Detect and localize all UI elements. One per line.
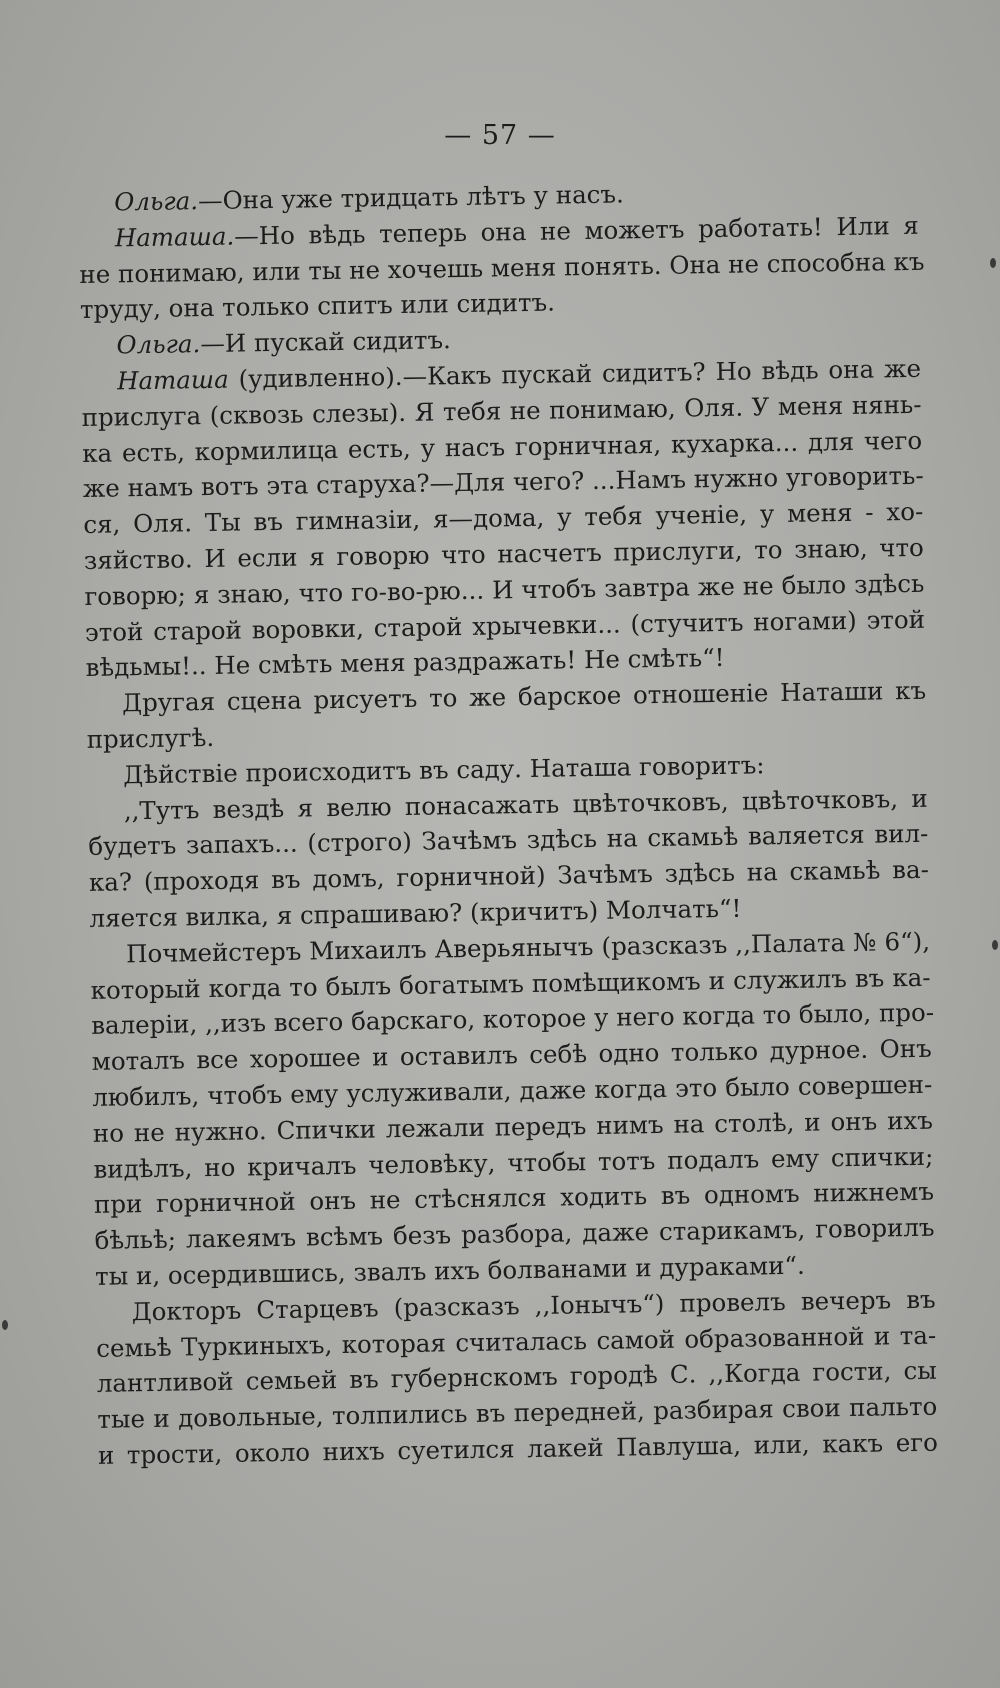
line-text: —Она уже тридцать лѣтъ у насъ. — [197, 179, 624, 216]
body-text — [78, 172, 938, 1474]
line-text: вѣдьмы!.. Не смѣть меня раздражать! Не смѣть“! — [85, 643, 725, 683]
line-text: и трости, около нихъ суетился лакей Павлуша, или, какъ его — [97, 1427, 939, 1470]
ink-speck — [992, 940, 998, 950]
line-text: зяйство. И если я говорю что насчетъ прислуги, то знаю, что — [83, 532, 925, 575]
line-text: прислугѣ. — [86, 722, 215, 754]
line-text: этой старой воровки, старой хрычевки... (стучитъ ногами) этой — [84, 604, 926, 647]
line-text: ка? (проходя въ домъ, горничной) Зачѣмъ здѣсь на скамьѣ ва- — [88, 854, 930, 898]
speaker-name: Наташа. — [114, 221, 235, 253]
line-text: любилъ, чтобъ ему услуживали, даже когда это было совершен- — [92, 1069, 933, 1112]
line-text: не понимаю, или ты не хочешь меня понять. Она не способна къ — [79, 246, 925, 289]
speaker-name: Ольга. — [114, 186, 199, 217]
line-text: —Но вѣдь теперь она не можетъ работать! Или я — [234, 210, 919, 251]
speaker-name: Наташа — [116, 364, 229, 396]
line-text: говорю; я знаю, что го-во-рю... И чтобъ завтра же не было здѣсь — [84, 568, 925, 611]
line-text: валеріи, ,,изъ всего барскаго, которое у него когда то было, про- — [90, 997, 935, 1041]
line-text: который когда то былъ богатымъ помѣщикомъ и служилъ въ ка- — [90, 962, 931, 1005]
line-text: будетъ запахъ... (строго) Зачѣмъ здѣсь на скамьѣ валяется вил- — [88, 819, 929, 862]
line-text: видѣлъ, но кричалъ человѣку, чтобы тотъ подалъ ему спички; — [93, 1141, 934, 1184]
line-text: но не нужно. Спички лежали передъ нимъ на столѣ, и онъ ихъ — [92, 1105, 934, 1148]
ink-speck — [2, 1320, 8, 1330]
line-text: же намъ вотъ эта старуха?—Для чего? ...Намъ нужно уговорить- — [82, 461, 924, 504]
line-text: бѣльѣ; лакеямъ всѣмъ безъ разбора, даже старикамъ, говорилъ — [94, 1212, 935, 1255]
page-number: — 57 — — [444, 120, 556, 151]
line-text: ся, Оля. Ты въ гимназіи, я—дома, у тебя ученіе, у меня - хо- — [83, 496, 924, 540]
line-text: —И пускай сидитъ. — [200, 325, 452, 359]
ink-speck — [990, 258, 996, 268]
line-text: лантливой семьей въ губернскомъ городѣ С. ,,Когда гости, сы — [96, 1355, 937, 1399]
line-text: Почмейстеръ Михаилъ Аверьянычъ (разсказъ ,,Палата № 6“), — [125, 926, 931, 969]
line-text: ты и, осердившись, звалъ ихъ болванами и дураками“. — [94, 1250, 805, 1291]
line-text: Другая сцена рисуетъ то же барское отношеніе Наташи къ — [121, 675, 927, 718]
line-text: тые и довольные, толпились въ передней, разбирая свои пальто — [97, 1391, 938, 1434]
line-text: семьѣ Туркиныхъ, которая считалась самой образованной и та- — [96, 1320, 937, 1363]
line-text: моталъ все хорошее и оставилъ себѣ одно только дурное. Онъ — [91, 1033, 932, 1077]
line-text: (удивленно).—Какъ пускай сидитъ? Но вѣдь она же — [228, 353, 922, 394]
line-text: при горничной онъ не стѣснялся ходить въ одномъ нижнемъ — [93, 1176, 935, 1220]
line-text: Докторъ Старцевъ (разсказъ ,,Іонычъ“) провелъ вечеръ въ — [131, 1284, 936, 1326]
line-text: ,,Тутъ вездѣ я велю понасажать цвѣточковъ, цвѣточковъ, и — [123, 783, 928, 825]
line-text: ляется вилка, я спрашиваю? (кричитъ) Молчать“! — [89, 893, 742, 933]
line-text: труду, она только спитъ или сидитъ. — [79, 287, 556, 325]
line-text: Дѣйствіе происходитъ въ саду. Наташа говоритъ: — [123, 750, 765, 790]
speaker-name: Ольга. — [116, 329, 201, 360]
line-text: ка есть, кормилица есть, у насъ горничная, кухарка... для чего — [81, 425, 923, 468]
line-text: прислуга (сквозь слезы). Я тебя не понимаю, Оля. У меня нянь- — [81, 389, 922, 432]
